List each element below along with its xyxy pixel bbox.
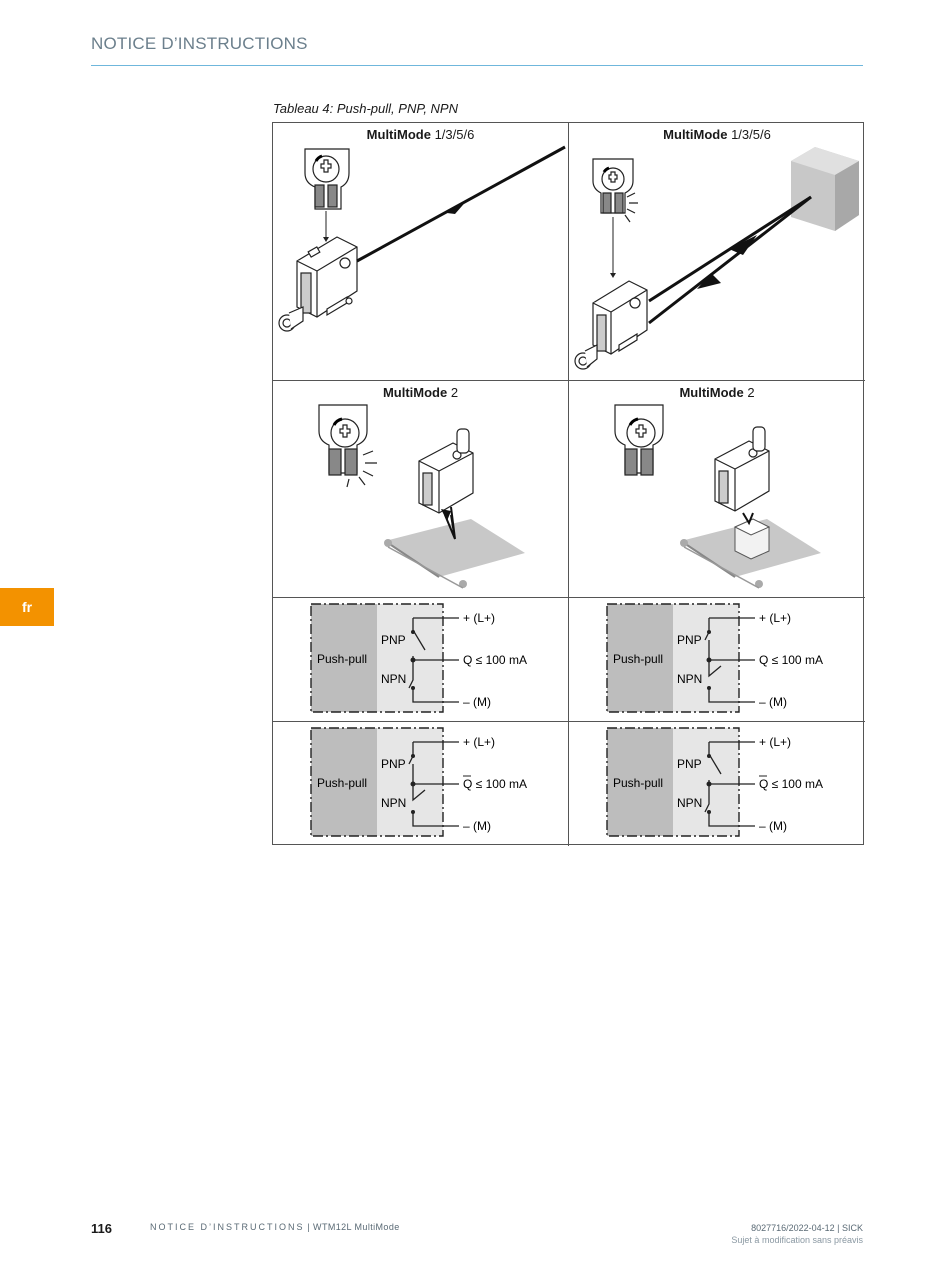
pnp-label: PNP — [381, 757, 406, 771]
sensor-conveyor-object-illustration — [569, 381, 865, 598]
page-number: 116 — [91, 1221, 112, 1236]
plus-terminal-label: + (L+) — [759, 611, 792, 625]
mode-title: MultiMode 1/3/5/6 — [663, 127, 771, 142]
sensor-icon — [419, 429, 473, 513]
pnp-label: PNP — [381, 633, 406, 647]
mode-title: MultiMode 1/3/5/6 — [366, 127, 475, 142]
pnp-label: PNP — [677, 757, 702, 771]
qbar-output-label: Q ≤ 100 mA — [463, 777, 527, 791]
mode-title: MultiMode 2 — [679, 385, 755, 400]
plus-terminal-label: + (L+) — [463, 611, 496, 625]
cell-mode-1356-right — [569, 123, 865, 381]
pushpull-label: Push-pull — [613, 776, 664, 790]
minus-terminal-label: – (M) — [759, 695, 787, 709]
cell-circuit-qbar-left — [273, 722, 569, 846]
sensor-reflect-illustration — [569, 123, 865, 381]
plus-terminal-label: + (L+) — [759, 735, 792, 749]
pushpull-label: Push-pull — [317, 776, 368, 790]
pnp-label: PNP — [677, 633, 702, 647]
footer-notice: Sujet à modification sans préavis — [731, 1235, 863, 1245]
pushpull-label: Push-pull — [613, 652, 664, 666]
footer-doc-ref: 8027716/2022-04-12 | SICK — [751, 1223, 863, 1233]
potentiometer-icon — [615, 405, 663, 475]
connection-table — [272, 122, 864, 845]
cell-circuit-qbar-right — [569, 722, 865, 846]
npn-label: NPN — [381, 796, 407, 810]
plus-terminal-label: + (L+) — [463, 735, 496, 749]
pushpull-qbar-circuit-diagram — [273, 722, 569, 846]
cell-mode-1356-left — [273, 123, 569, 381]
q-output-label: Q ≤ 100 mA — [759, 653, 823, 667]
header-divider — [91, 65, 863, 66]
footer-reference — [731, 1222, 863, 1246]
minus-terminal-label: – (M) — [463, 695, 491, 709]
cell-mode-2-right — [569, 381, 865, 598]
pushpull-q-circuit-diagram — [569, 598, 865, 722]
q-output-label: Q ≤ 100 mA — [463, 653, 527, 667]
potentiometer-icon — [593, 159, 638, 222]
minus-terminal-label: – (M) — [759, 819, 787, 833]
footer-document-title — [150, 1222, 400, 1232]
sensor-conveyor-illustration — [273, 381, 569, 598]
cell-mode-2-left — [273, 381, 569, 598]
cell-circuit-q-left — [273, 598, 569, 722]
sensor-icon — [575, 281, 647, 369]
cell-circuit-q-right — [569, 598, 865, 722]
target-box-icon — [735, 519, 769, 559]
npn-label: NPN — [381, 672, 407, 686]
table-caption: Tableau 4: Push-pull, PNP, NPN — [273, 101, 458, 116]
mode-title: MultiMode 2 — [382, 385, 459, 400]
pushpull-qbar-circuit-diagram — [569, 722, 865, 846]
language-tab[interactable]: fr — [0, 588, 54, 626]
potentiometer-icon — [305, 149, 349, 209]
pushpull-label: Push-pull — [317, 652, 368, 666]
target-cube-icon — [791, 147, 859, 231]
footer-doc-type: NOTICE D’INSTRUCTIONS — [150, 1222, 305, 1232]
qbar-output-label: Q ≤ 100 mA — [759, 777, 823, 791]
potentiometer-icon — [319, 405, 377, 487]
npn-label: NPN — [677, 796, 703, 810]
sensor-icon — [279, 237, 357, 331]
sensor-beam-illustration — [273, 123, 569, 381]
minus-terminal-label: – (M) — [463, 819, 491, 833]
header-title: NOTICE D’INSTRUCTIONS — [91, 34, 308, 53]
sensor-icon — [715, 427, 769, 511]
npn-label: NPN — [677, 672, 703, 686]
footer-product: | WTM12L MultiMode — [307, 1222, 400, 1232]
pushpull-q-circuit-diagram — [273, 598, 569, 722]
